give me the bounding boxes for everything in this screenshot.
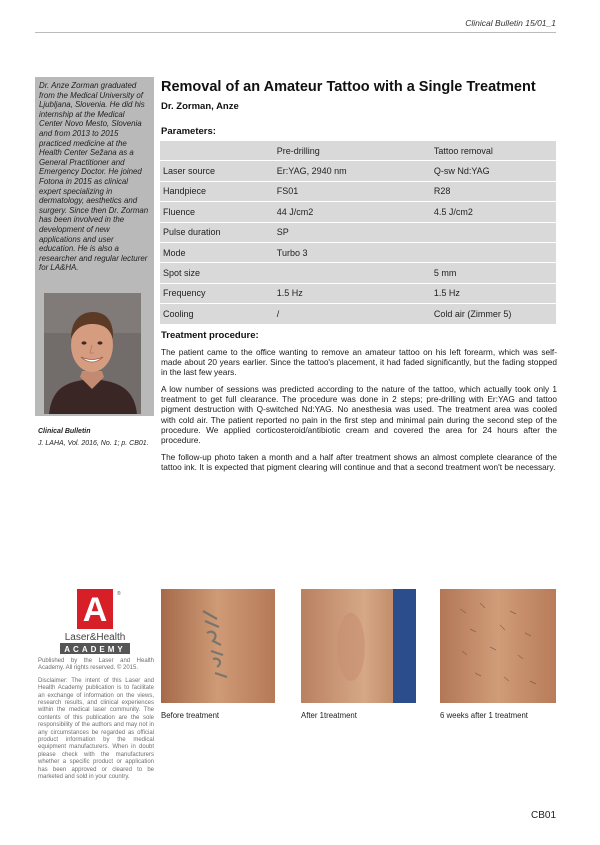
table-cell: Pulse duration (160, 222, 274, 242)
table-row (160, 202, 556, 222)
table-cell: Er:YAG, 2940 nm (274, 161, 431, 181)
table-cell: 4.5 J/cm2 (431, 202, 556, 222)
table-cell: Q-sw Nd:YAG (431, 161, 556, 181)
table-row (160, 304, 556, 324)
author-photo (44, 293, 141, 414)
table-cell: 44 J/cm2 (274, 202, 431, 222)
table-cell: Cooling (160, 304, 274, 324)
table-cell: / (274, 304, 431, 324)
table-row (160, 161, 556, 181)
table-header-row (160, 141, 556, 161)
table-cell: 1.5 Hz (431, 283, 556, 303)
treatment-heading: Treatment procedure: (161, 330, 259, 341)
table-cell: R28 (431, 181, 556, 201)
logo-letter: A (82, 591, 108, 629)
parameters-table (160, 141, 556, 325)
logo-line2: ACADEMY (64, 645, 126, 654)
header-rule (35, 32, 556, 33)
journal-reference: J. LAHA, Vol. 2016, No. 1; p. CB01. (38, 440, 149, 447)
table-header-cell: Tattoo removal (431, 141, 556, 161)
table-cell: Spot size (160, 263, 274, 283)
table-row (160, 263, 556, 283)
paragraph: A low number of sessions was predicted according to the nature of the tattoo, which actually took only 1 treatment to get full clearance. The procedure was done in 2 steps; pre-drilling with Er:YAG and tattoo pigment destruction with Q-switched Nd:YAG. No anesthesia was used. The treatment area was cooled with cold air. The patient reported no pain in the first step and minimal pain during the second step of the procedure. We applied corticosteroid/antibiotic cream and covered the area for 24 hours after the procedure. (161, 384, 557, 445)
clinical-bulletin-label: Clinical Bulletin (38, 428, 91, 435)
photo-six-weeks-after (440, 589, 556, 703)
caption-before-treatment: Before treatment (161, 711, 220, 720)
table-cell: FS01 (274, 181, 431, 201)
page-number: CB01 (530, 810, 556, 821)
photo-before-treatment (161, 589, 275, 703)
table-cell (431, 242, 556, 262)
treatment-body (161, 347, 557, 479)
table-header-cell: Pre-drilling (274, 141, 431, 161)
published-text: Published by the Laser and Health Academy. All rights reserved. © 2015. (38, 658, 154, 672)
laha-logo (59, 587, 131, 657)
table-row (160, 222, 556, 242)
logo-line1: Laser&Health (64, 632, 126, 643)
table-row (160, 283, 556, 303)
photo-after-first-treatment (301, 589, 416, 703)
table-cell: Mode (160, 242, 274, 262)
paragraph: The follow-up photo taken a month and a half after treatment shows an almost complete clearance of the tattoo ink. It is expected that pigment clearing will continue and that a second treatment won't be necessary. (161, 451, 557, 472)
table-row (160, 242, 556, 262)
table-cell: 5 mm (431, 263, 556, 283)
table-cell: Cold air (Zimmer 5) (431, 304, 556, 324)
article-title: Removal of an Amateur Tattoo with a Single Treatment (161, 79, 536, 95)
table-cell: Turbo 3 (274, 242, 431, 262)
table-cell: 1.5 Hz (274, 283, 431, 303)
bulletin-header: Clinical Bulletin 15/01_1 (465, 18, 556, 28)
table-cell (431, 222, 556, 242)
table-cell: Frequency (160, 283, 274, 303)
table-cell: Fluence (160, 202, 274, 222)
table-cell (274, 263, 431, 283)
author-bio: Dr. Anze Zorman graduated from the Medical University of Ljubljana, Slovenia. He did his internship at the Medical Center Novo Mesto, Slovenia and from 2013 to 2015 practiced medicine at the Health Center Sežana as a General Practitioner and Emergency Doctor. He joined Fotona in 2015 as clinical expert specializing in dermatology, aesthetics and surgery. Since then Dr. Zorman has been involved in the development of new applications and user education. He is also a researcher and regular lecturer for LA&HA. (35, 77, 154, 281)
caption-after-treatment: After 1treatment (301, 711, 357, 720)
logo-registered: ® (117, 591, 121, 597)
publication-notice (38, 658, 154, 787)
table-cell: SP (274, 222, 431, 242)
table-header-cell (160, 141, 274, 161)
disclaimer-text: Disclaimer: The intent of this Laser and Health Academy publication is to facilitate an exchange of information on the views, research results, and clinical experiences within the medical laser community. The contents of this publication are the sole responsibility of the authors and may not in any circumstances be regarded as official product information by the medical equipment manufacturers. When in doubt please check with the manufacturers whether a specific product or application has been approved or cleared to be marketed and sold in your country. (38, 677, 154, 781)
table-cell: Handpiece (160, 181, 274, 201)
paragraph: The patient came to the office wanting to remove an amateur tattoo on his left forearm, which was self-made about 20 years earlier. Since the tattoo's placement, it had faded significantly, but the fading stopped in the last few years. (161, 347, 557, 378)
parameters-heading: Parameters: (161, 126, 216, 137)
article-author: Dr. Zorman, Anze (161, 101, 239, 112)
table-cell: Laser source (160, 161, 274, 181)
author-photo-panel (35, 281, 154, 416)
caption-six-weeks: 6 weeks after 1 treatment (440, 711, 528, 720)
table-row (160, 181, 556, 201)
